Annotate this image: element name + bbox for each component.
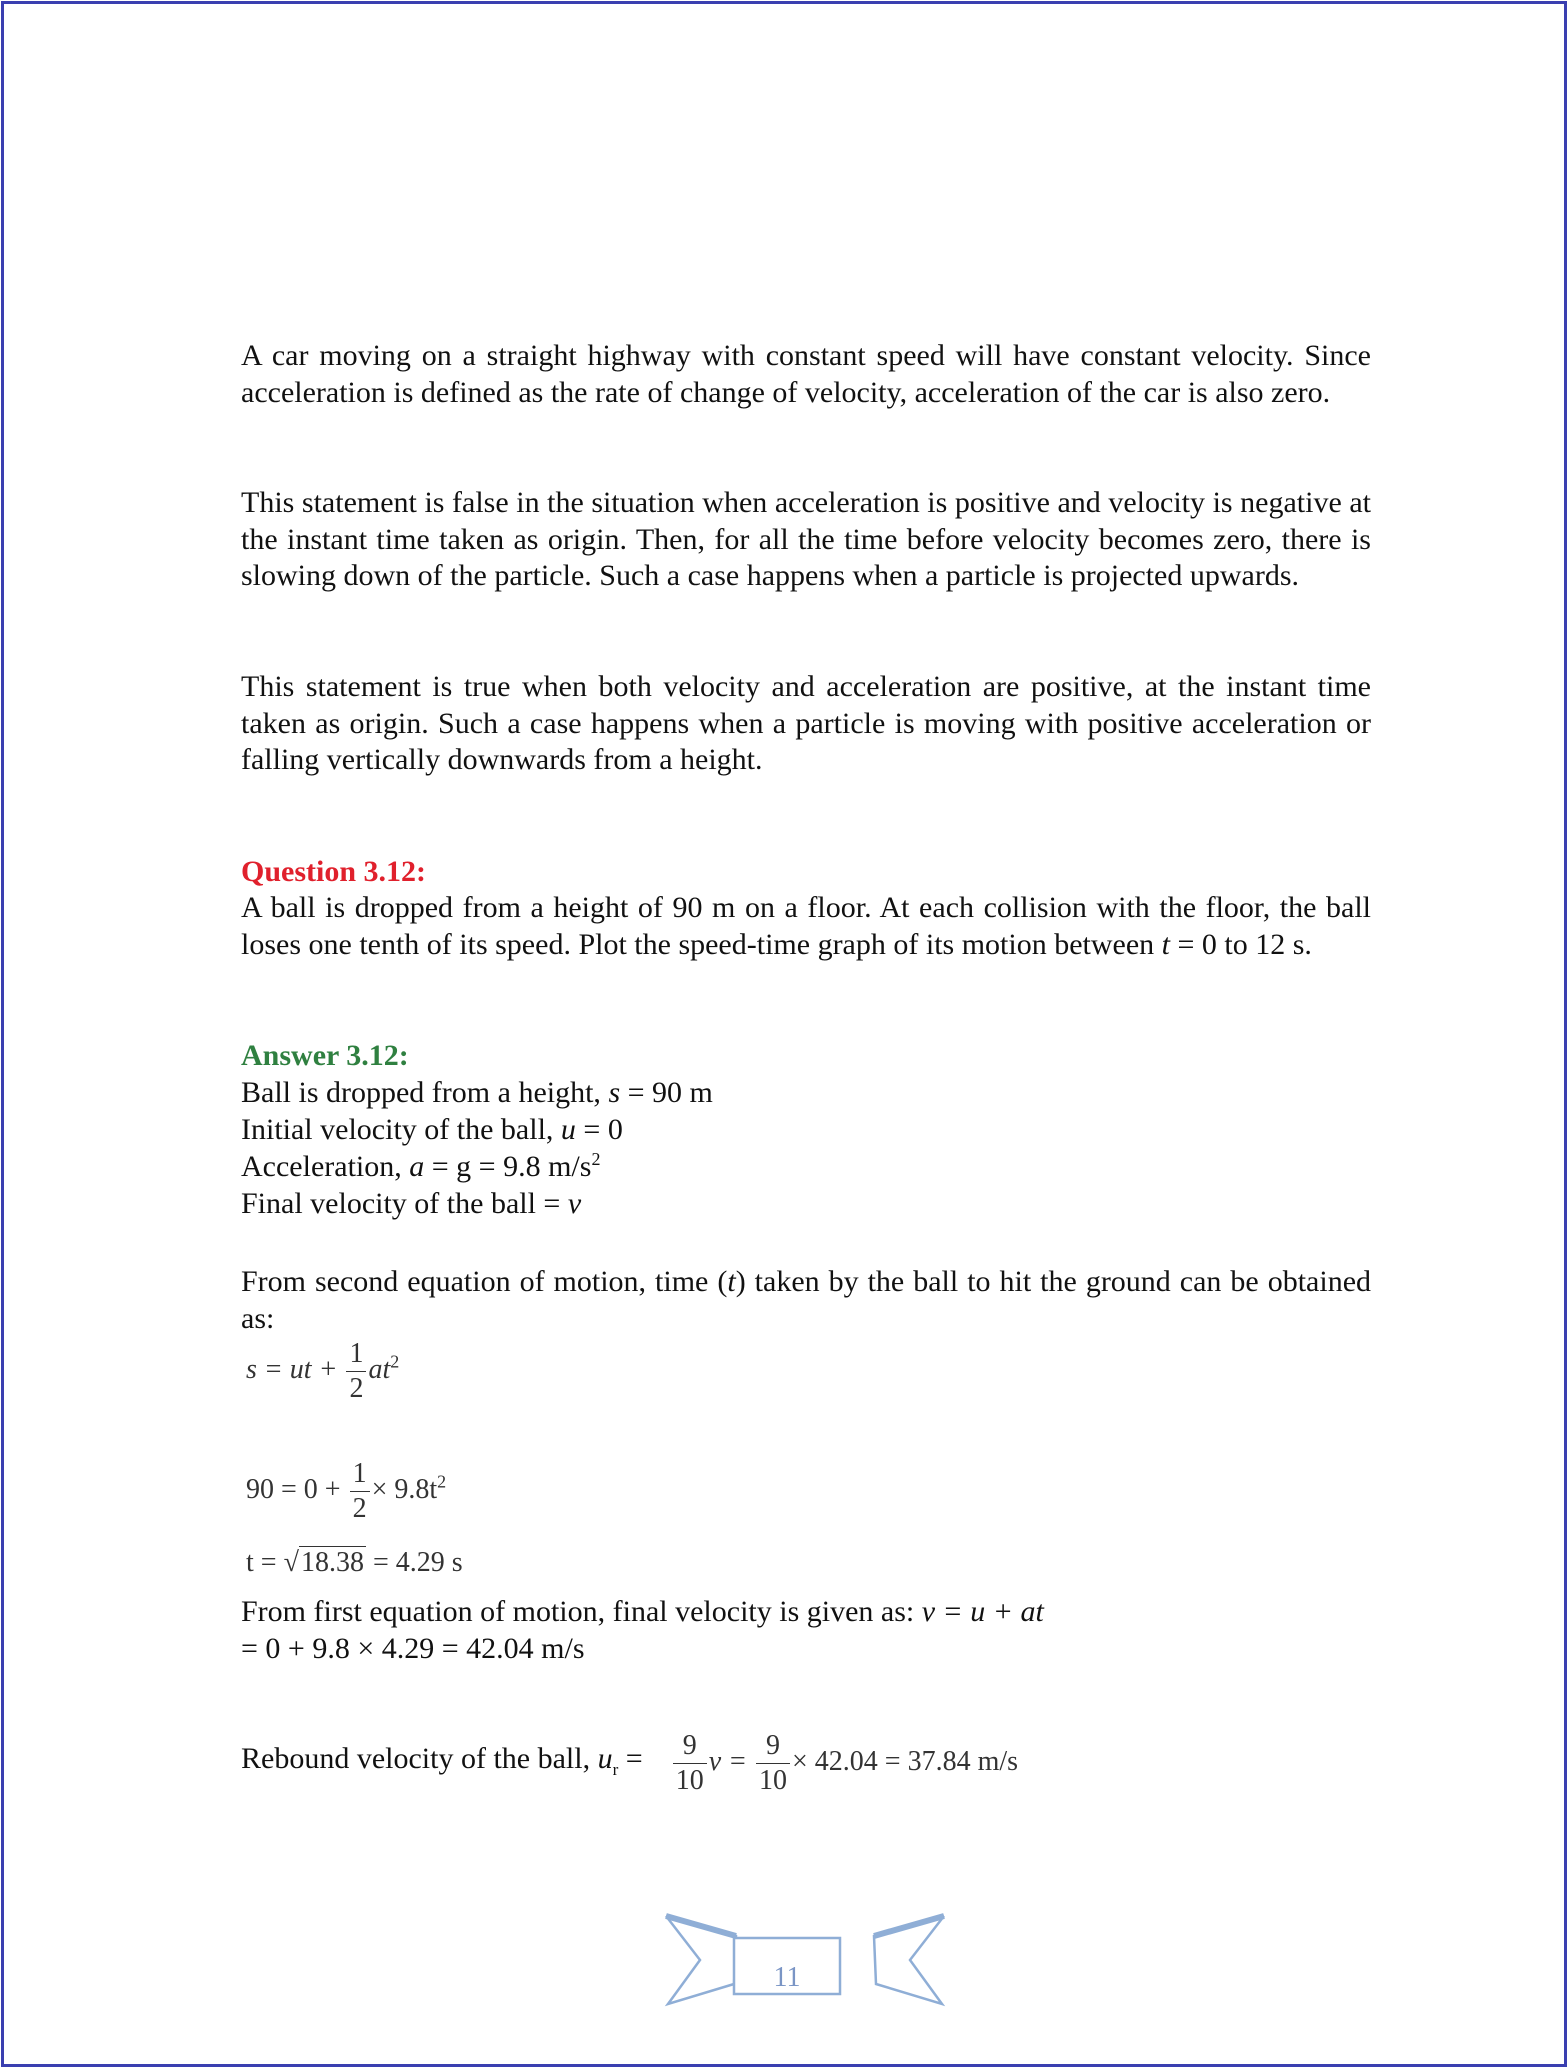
given-initial-velocity: Initial velocity of the ball, u = 0 <box>241 1113 623 1146</box>
equation-time-result: t = √18.38 = 4.29 s <box>246 1547 463 1578</box>
answer-block <box>241 1037 1371 1222</box>
first-equation-block: From first equation of motion, final velocity is given as: v = u + at = 0 + 9.8 × 4.29 = 42.04 m/s <box>241 1593 1371 1667</box>
paragraph-true-statement <box>241 669 1371 779</box>
paragraph-text: This statement is true when both velocity and acceleration are positive, at the instant time taken as origin. Such a case happens when a particle is moving with positive acceleration or falling vertically downwards from a height. <box>241 670 1371 776</box>
question-text: A ball is dropped from a height of 90 m on a floor. At each collision with the floor, the ball loses one tenth of its speed. Plot the speed-time graph of its motion between t = 0 to 12 s. <box>241 891 1371 961</box>
answer-heading: Answer 3.12: <box>241 1039 409 1072</box>
paragraph-text: This statement is false in the situation when acceleration is positive and velocity is negative at the instant time taken as origin. Then, for all the time before velocity becomes zero, there is slowing down of the particle. Such a case happens when a particle is projected upwards. <box>241 486 1371 592</box>
given-final-velocity: Final velocity of the ball = v <box>241 1187 582 1220</box>
given-height: Ball is dropped from a height, s = 90 m <box>241 1076 713 1109</box>
rebound-velocity: Rebound velocity of the ball, $u_r$ = $\frac{9}{10}$ v = $\frac{9}{10}$ × 42.04 = 37.84 m/s <box>241 1730 1019 1796</box>
paragraph-text: A car moving on a straight highway with constant speed will have constant velocity. Since acceleration is defined as the rate of change of velocity, acceleration of the car is also zero. <box>241 339 1371 409</box>
question-block <box>241 853 1371 963</box>
final-velocity-calc: = 0 + 9.8 × 4.29 = 42.04 m/s <box>241 1632 585 1665</box>
equation-second-law: s = ut + $\frac{1}{2}$ $at^2$ <box>246 1338 400 1404</box>
page-number: 11 <box>773 1962 801 1993</box>
equation-substitution: 90 = 0 + $\frac{1}{2}$ × $9.8t^2$ <box>246 1458 447 1524</box>
paragraph-false-statement <box>241 485 1371 595</box>
question-heading: Question 3.12: <box>241 855 427 888</box>
paragraph-car-velocity <box>241 338 1371 411</box>
given-acceleration: Acceleration, a = g = 9.8 $m/s^2$ <box>241 1149 601 1183</box>
second-equation-intro: From second equation of motion, time (t) taken by the ball to hit the ground can be obtained as: <box>241 1265 1372 1335</box>
